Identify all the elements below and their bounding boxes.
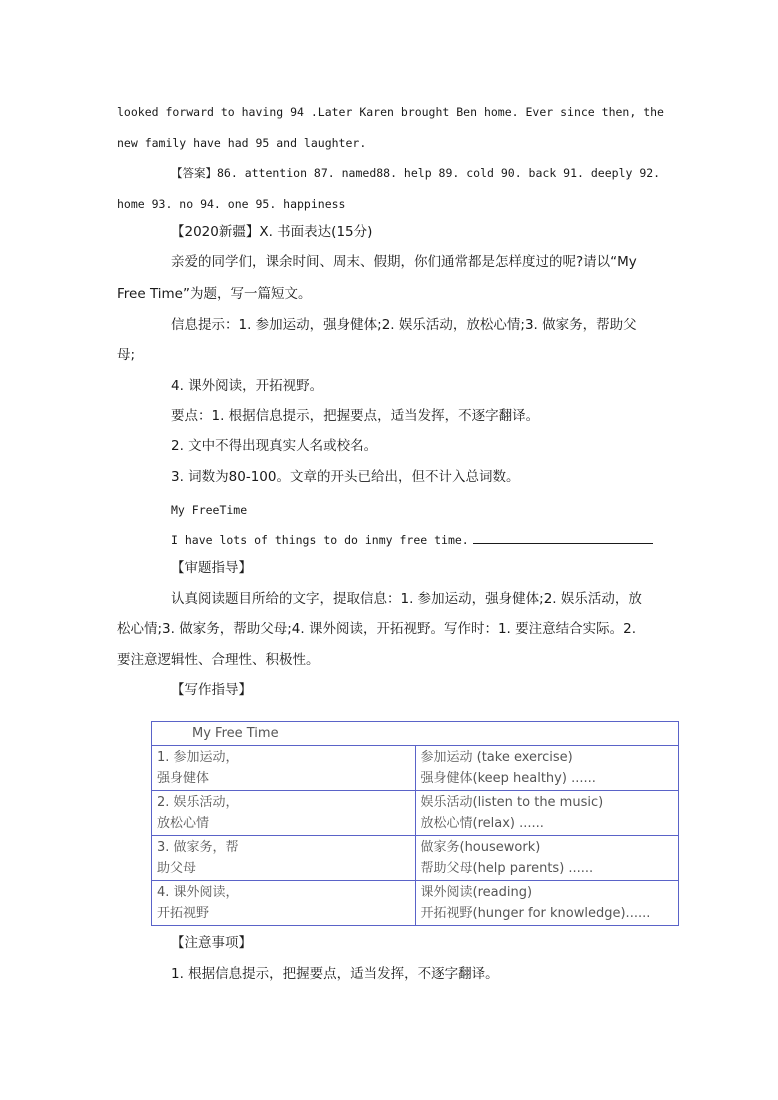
table-title: My Free Time xyxy=(152,722,679,746)
task-requirement-3: 3. 词数为80-100。文章的开头已给出，但不计入总词数。 xyxy=(171,469,520,485)
table-row xyxy=(152,746,679,791)
notes-heading: 【注意事项】 xyxy=(171,935,252,951)
task-prompt-line-1: 亲爱的同学们，课余时间、周末、假期，你们通常都是怎样度过的呢?请以“My xyxy=(171,254,637,270)
point-cell xyxy=(152,746,416,791)
detail-line: 参加运动 (take exercise) xyxy=(420,750,573,765)
reading-text-line-2: new family have had 95 and laughter. xyxy=(117,136,367,150)
writing-guide-heading: 【写作指导】 xyxy=(171,682,252,698)
essay-title: My FreeTime xyxy=(171,503,248,517)
point-line: 1. 参加运动， xyxy=(157,750,239,765)
review-line-3: 要注意逻辑性、合理性、积极性。 xyxy=(117,652,320,668)
detail-cell xyxy=(415,836,679,881)
table-row xyxy=(152,791,679,836)
task-info-line-3: 4. 课外阅读，开拓视野。 xyxy=(171,378,324,394)
table-title-row xyxy=(152,722,679,746)
table-row xyxy=(152,836,679,881)
point-line: 3. 做家务，帮 xyxy=(157,840,239,855)
point-line: 2. 娱乐活动， xyxy=(157,795,239,810)
table-row xyxy=(152,881,679,926)
reading-text-line-1: looked forward to having 94 .Later Karen brought Ben home. Ever since then, the xyxy=(117,105,664,119)
point-cell xyxy=(152,791,416,836)
answer-line-1: 【答案】86. attention 87. named88. help 89. cold 90. back 91. deeply 92. xyxy=(171,166,661,180)
detail-line: 娱乐活动(listen to the music) xyxy=(420,795,604,810)
essay-start-text: I have lots of things to do inmy free time. xyxy=(171,533,469,547)
point-cell xyxy=(152,836,416,881)
point-line: 助父母 xyxy=(157,861,197,876)
task-info-line-1: 信息提示：1. 参加运动，强身健体;2. 娱乐活动，放松心情;3. 做家务，帮助父 xyxy=(171,317,637,333)
detail-line: 做家务(housework) xyxy=(420,840,541,855)
point-line: 4. 课外阅读， xyxy=(157,885,239,900)
essay-start-line xyxy=(171,531,653,549)
task-requirement-1: 要点：1. 根据信息提示，把握要点，适当发挥，不逐字翻译。 xyxy=(171,408,540,424)
point-line: 开拓视野 xyxy=(157,906,210,921)
point-cell xyxy=(152,881,416,926)
writing-guide-table xyxy=(151,721,679,926)
task-prompt-line-2: Free Time”为题，写一篇短文。 xyxy=(117,286,312,302)
review-heading: 【审题指导】 xyxy=(171,560,252,576)
review-line-2: 松心情;3. 做家务，帮助父母;4. 课外阅读，开拓视野。写作时：1. 要注意结合实际。2. xyxy=(117,621,636,637)
task-info-line-2: 母; xyxy=(117,347,136,363)
detail-cell xyxy=(415,791,679,836)
detail-line: 强身健体(keep healthy) ...... xyxy=(420,771,596,786)
answer-blank xyxy=(473,531,653,544)
task-requirement-2: 2. 文中不得出现真实人名或校名。 xyxy=(171,438,378,454)
task-heading: 【2020新疆】X. 书面表达(15分) xyxy=(171,224,373,240)
detail-line: 帮助父母(help parents) ...... xyxy=(420,861,594,876)
answer-line-2: home 93. no 94. one 95. happiness xyxy=(117,197,346,211)
detail-line: 课外阅读(reading) xyxy=(420,885,533,900)
detail-line: 放松心情(relax) ...... xyxy=(420,816,544,831)
detail-cell xyxy=(415,746,679,791)
detail-line: 开拓视野(hunger for knowledge)...... xyxy=(420,906,651,921)
point-line: 放松心情 xyxy=(157,816,210,831)
detail-cell xyxy=(415,881,679,926)
notes-line-1: 1. 根据信息提示，把握要点，适当发挥，不逐字翻译。 xyxy=(171,966,499,982)
point-line: 强身健体 xyxy=(157,771,210,786)
review-line-1: 认真阅读题目所给的文字，提取信息：1. 参加运动，强身健体;2. 娱乐活动，放 xyxy=(171,591,642,607)
